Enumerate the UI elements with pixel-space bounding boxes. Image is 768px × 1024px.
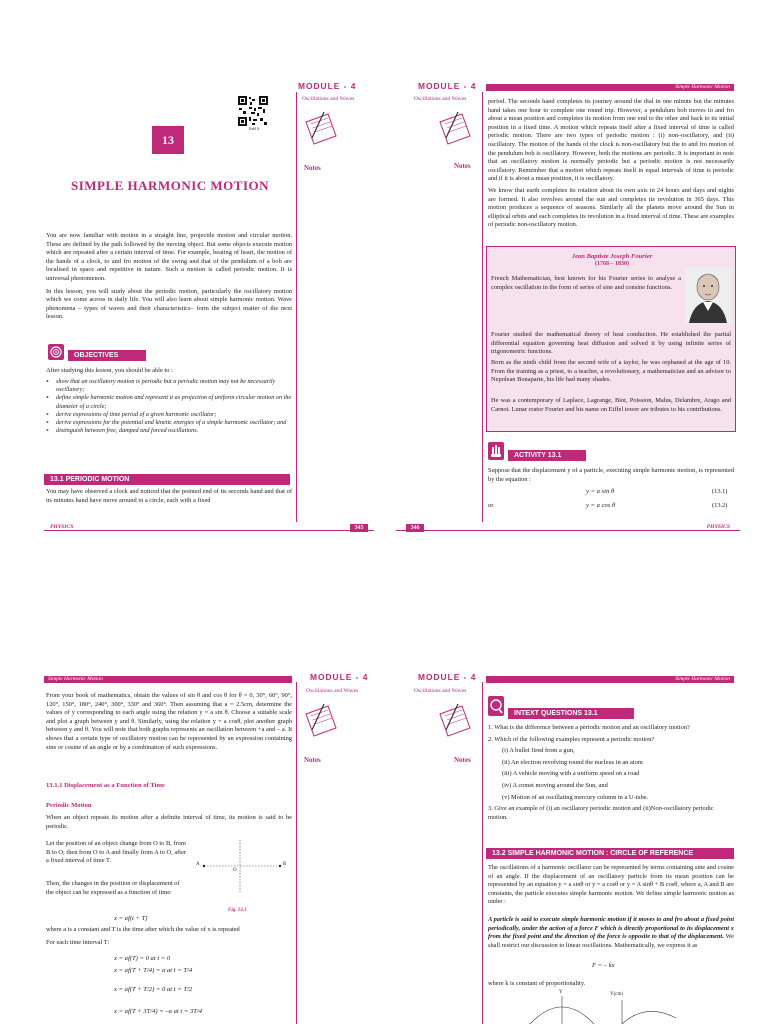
footer-subject: PHYSICS	[50, 524, 74, 530]
activity-heading: ACTIVITY 13.1	[508, 450, 586, 461]
figure-axis-ycm: Y(cm)	[610, 992, 624, 997]
module-subtitle: Oscillations and Waves	[306, 688, 359, 694]
equation-13-1: y = a sin θ	[586, 488, 615, 495]
figure-13-1	[194, 836, 290, 896]
equation-c: x = af(T + T/2) = 0 at t = T/2	[114, 986, 193, 993]
page-number: 346	[406, 524, 424, 532]
section-paragraph: You may have observed a clock and noticed that the pointed end of its seconds hand and that of its minutes hand have move around in a circle, each with a fixed	[46, 488, 292, 504]
module-subtitle: Oscillations and Waves	[414, 688, 467, 694]
activity-icon	[488, 442, 504, 460]
page-348	[396, 668, 740, 1024]
objective-item: • derive expressions for the potential and kinetic energies of a simple harmonic oscillator; and	[46, 419, 292, 427]
sub-heading: Periodic Motion	[46, 802, 92, 809]
intext-heading: INTEXT QUESTIONS 13.1	[508, 708, 634, 719]
notes-label: Notes	[304, 164, 321, 172]
paragraph-2-tail: We shall restrict our discussion to linear oscillations. Mathematically, we express it as	[488, 933, 734, 949]
objective-item: • show that an oscillatory motion is periodic but a periodic motion may not be necessarily oscillatory;	[46, 378, 292, 394]
paragraph-3: Let the position of an object change from O to B, from B to O; then from O to A and finally from A to O, after a fixed interval of time T.	[46, 840, 187, 865]
figure-caption: Fig. 13.1	[228, 908, 247, 913]
paragraph-2: We know that earth completes its rotation about its own axis in 24 hours and days and nights are formed. It also revolves around the sun and completes its revolution in 365 days. This motion produces a sequence of seasons. Similarly all the planets move around the Sun in elliptical orbits and each completes its revolution in a fixed interval of time. These are examples of periodic non-oscillatory motion.	[488, 186, 734, 229]
notebook-icon	[436, 108, 472, 153]
module-subtitle: Oscillations and Waves	[302, 96, 355, 102]
notes-label: Notes	[454, 162, 471, 170]
subsection-heading: 13.1.1 Displacement as a Function of Time	[46, 782, 165, 789]
module-subtitle: Oscillations and Waves	[414, 96, 467, 102]
footer-subject: PHYSICS	[706, 524, 730, 530]
question-item: 2. Which of the following examples represent a periodic motion?	[488, 735, 655, 743]
header-tag: Simple Harmonic Motion	[44, 676, 292, 683]
figure-point-a: A	[196, 862, 200, 867]
margin-line	[482, 682, 483, 1024]
paragraph-3: where k is constant of proportionality.	[488, 980, 586, 987]
equation-number: (13.1)	[712, 488, 728, 495]
module-label: MODULE - 4	[418, 81, 477, 91]
objectives-icon	[48, 344, 64, 360]
figure-point-o: O	[233, 868, 237, 873]
margin-line	[296, 682, 297, 1024]
objective-item: • derive expressions of time period of a given harmonic oscillator;	[46, 411, 292, 419]
module-label: MODULE - 4	[418, 672, 477, 682]
equation-b: x = af(T + T/4) = a at t = T/4	[114, 967, 193, 974]
biography-name: Jean Baptiste Joseph Fourier	[571, 253, 653, 260]
paragraph-2	[488, 916, 734, 950]
module-label: MODULE - 4	[298, 81, 357, 91]
intro-paragraph-2: In this lesson, you will study about the periodic motion, particularly the oscillatory motion which we come across in daily life. You will also learn about simple harmonic motion. Wave phenomena – types of waves and their characteristics– form the subject matter of the next lesson.	[46, 287, 292, 321]
module-label: MODULE - 4	[310, 672, 369, 682]
paragraph-2: When an object repeats its motion after a definite interval of time, its motion is said to be periodic.	[46, 814, 292, 830]
paragraph-4: Then, the changes in the position or displacement of the object can be expressed as a function of time:	[46, 880, 180, 896]
biography-text-2: Fourier studied the mathematical theory of heat conduction. He established the partial differential equation governing heat diffusion and solved it by using infinite series of trigonometric functions.	[491, 331, 731, 356]
margin-line	[482, 92, 483, 522]
paragraph-1: From your book of mathematics, obtain the values of sin θ and cos θ for θ = 0, 30°, 60°, 90°, 120°, 150°, 180°, 240°, 300°, 330° and 360°. Then assuming that a = 2.5cm, determine the values of y corresponding to each angle using the relation y = a sin θ. Choose a suitable scale and plot a graph between y and θ. Similarly, using the relation y = a cosθ, plot another graph between y and θ. You will note that both graphs represents an oscillation between +a and – a. It shows that a certain type of oscillatory motion can be represented by an expression containing sine or cosine of an angle or by a combination of such expressions.	[46, 692, 292, 751]
header-tag: Simple Harmonic Motion	[486, 676, 734, 683]
question-item: (ii) An electron revolving round the nucleus in an atom	[502, 758, 643, 766]
notebook-icon	[302, 108, 338, 153]
objectives-lead: After studying this lesson, you should be able to :	[46, 367, 173, 374]
figure-point-b: B	[283, 862, 287, 867]
objective-item: • distinguish between free, damped and forced oscillations.	[46, 427, 292, 435]
question-item: (iii) A vehicle moving with a uniform speed on a road	[502, 770, 640, 778]
footer-rule	[396, 530, 740, 531]
objective-item: • define simple harmonic motion and represent it as projection of uniform circular motion on the diameter of a circle;	[46, 394, 292, 410]
question-item: (v) Motion of an oscillating mercury column in a U-tube.	[502, 793, 649, 801]
biography-text-1: French Mathematician, best known for his Fourier series to analyse a complex oscillation in the form of series of sine and consine functions.	[491, 275, 681, 291]
section-heading: 13.2 SIMPLE HARMONIC MOTION : CIRCLE OF REFERENCE	[486, 848, 734, 859]
biography-years: (1768 – 1830)	[595, 261, 629, 267]
chapter-number-box: 13	[152, 126, 184, 154]
equation-d: x = af(T + 3T/4) = –a at t = 3T/4	[114, 1008, 203, 1015]
equation-main: x = af(t + T)	[114, 915, 148, 922]
notes-label: Notes	[454, 756, 471, 764]
qr-caption: Kabl A	[249, 127, 260, 131]
equation-force: F = – kx	[592, 962, 615, 969]
question-item: (iv) A comet moving around the Sun, and	[502, 781, 608, 789]
notebook-icon	[436, 700, 472, 745]
intro-paragraph-1: You are now familiar with motion in a straight line, projectile motion and circular motion. These are defined by the path followed by the moving object. But some objects execute motion which are repeated after a certain interval of time. For example, beating of heart, the motion of the hands of a clock, to and fro motion of the swing and that of the pendulum of a bob are localised in space and repetitive in nature. Such a motion is called periodic motion. It is universal phenomenon.	[46, 232, 292, 282]
question-list	[488, 724, 734, 822]
qr-code	[238, 96, 268, 126]
page-346	[396, 78, 740, 538]
paragraph-1: The oscillations of a harmonic oscillator can be represented by terms containing sine and cosine of an angle. If the displacement of an oscillatory particle from its mean position can be represented by an equation y = a sinθ or y = a cosθ or y = A sinθ + B cosθ, where a, A and B are constants, the particle executes simple harmonic motion. We define simple harmonic motion as under :	[488, 864, 734, 906]
equation-13-2: y = a cos θ	[586, 502, 616, 509]
section-heading: 13.1 PERIODIC MOTION	[44, 474, 290, 485]
portrait-image	[685, 267, 731, 323]
figure-axis-y: Y	[559, 990, 563, 995]
equation-a: x = af(T) = 0 at t = 0	[114, 955, 171, 962]
margin-line	[296, 92, 297, 522]
objectives-list	[46, 378, 292, 435]
paragraph-6: For each time interval T:	[46, 939, 110, 946]
objectives-heading: OBJECTIVES	[68, 350, 146, 361]
biography-text-4: He was a contemporary of Laplace, Lagrange, Biot, Poission, Malus, Delambre, Arago and Carnot. Lunar crator Fourier and his name on Eiffel tower are tributes to his contributions.	[491, 397, 731, 413]
page-345	[44, 78, 374, 538]
notebook-icon	[302, 700, 338, 745]
intext-icon	[488, 696, 504, 716]
question-item: 3. Give an example of (i) an oscillatory periodic motion and (ii)Non-oscillatory periodic motion.	[488, 805, 714, 821]
question-item: (i) A bullet fired from a gun,	[502, 747, 575, 755]
paragraph-5: where a is a constant and T is the time after which the value of x is repeated	[46, 926, 240, 933]
biography-box	[486, 246, 736, 432]
activity-text: Suppose that the displacement y of a particle, executing simple harmonic motion, is represented by the equation :	[488, 467, 734, 483]
or-label: or	[488, 502, 494, 509]
biography-text-3: Born as the ninth child from the second wife of a taylor, he was orphaned at the age of 10. From the training as a priest, to a teacher, a revolutionary, a mathematician and an advisor to Nepolean Bonaparte, his life had many shades.	[491, 359, 731, 384]
paragraph-1: period. The seconds hand completes its journey around the dial in one minute but the minutes hand takes one hour to complete one round trip. However, a pendulum bob moves to and fro about a mean position and completes its motion from one end to the other and back to its initial position in a fixed time. A motion which repeats itself after a fixed interval of time is called periodic motion. There are two types of periodic motion : (i) non–oscillatory, and (ii) oscillatory. The motion of the hands of the clock is non-oscillatory but the to and fro motion of the pendulum bob is oscillatory. However, both the motions are periodic. It is important to note that an oscillatory motion is normally periodic but a periodic motion is not necessarily oscillatory. Remember that a motion which repeats itself in equal intervals of time is periodic and if it is about a mean position, it is oscillatory.	[488, 98, 734, 183]
page-number: 345	[350, 524, 368, 532]
page-347	[44, 668, 374, 1024]
chapter-title: SIMPLE HARMONIC MOTION	[70, 178, 270, 193]
reference-circle-figure	[526, 990, 726, 1024]
header-tag: Simple Harmonic Motion	[486, 84, 734, 91]
shm-definition: A particle is said to execute simple harmonic motion if it moves to and fro about a fixed point periodically, under the action of a force F which is directly proportional to its displacement x from the fixed point and the direction of the force is opposite to that of the displacement.	[488, 916, 734, 941]
notes-label: Notes	[304, 756, 321, 764]
footer-rule	[44, 530, 374, 531]
equation-number: (13.2)	[712, 502, 728, 509]
question-item: 1. What is the difference between a periodic motion and an oscillatory motion?	[488, 724, 690, 731]
